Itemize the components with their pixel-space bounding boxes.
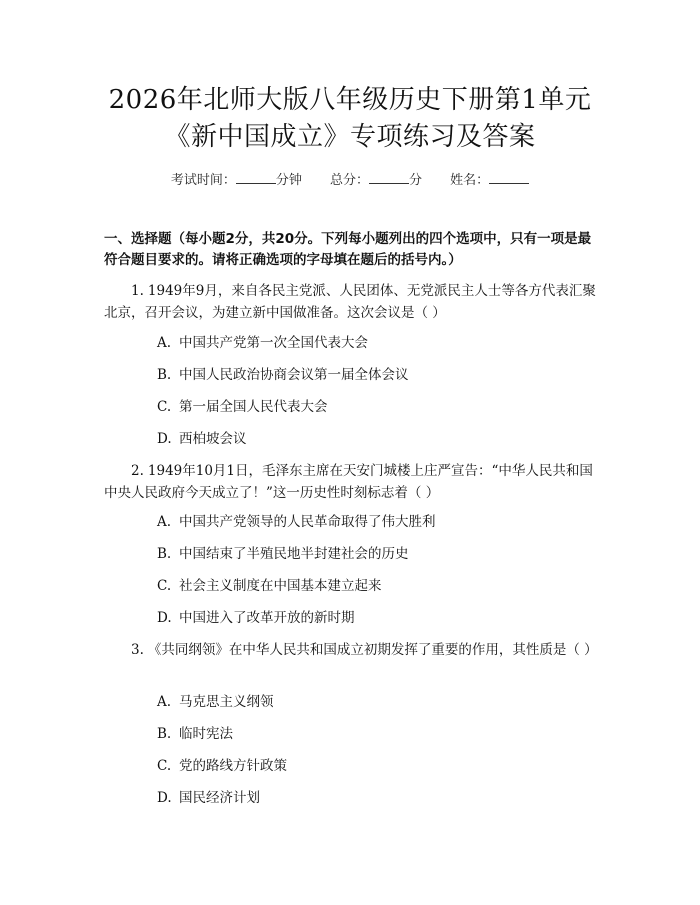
question-2-option-a — [157, 512, 436, 532]
student-name-blank — [489, 172, 529, 184]
total-score-unit: 分 — [409, 173, 423, 188]
student-name-field — [450, 169, 529, 188]
question-1-text: 1949年9月，来自各民主党派、人民团体、无党派民主人士等各方代表汇聚北京，召开会议，为建立新中国做准备。这次会议是（ ） — [104, 283, 596, 321]
option-text: 中国共产党第一次全国代表大会 — [179, 335, 368, 351]
total-score-blank — [369, 172, 409, 184]
option-text: 西柏坡会议 — [179, 431, 247, 447]
question-2-option-b — [157, 544, 409, 564]
question-3-option-c — [157, 756, 287, 776]
option-text: 党的路线方针政策 — [179, 758, 287, 774]
option-letter: D. — [157, 790, 172, 806]
option-text: 社会主义制度在中国基本建立起来 — [179, 578, 382, 594]
question-3-option-d — [157, 788, 260, 808]
question-1-option-c — [157, 397, 328, 417]
exam-time-field — [171, 169, 302, 188]
document-title-line-1: 2026年北师大版八年级历史下册第1单元 — [108, 85, 592, 115]
exam-info-bar — [0, 169, 700, 188]
question-3-option-b — [157, 724, 233, 744]
option-letter: C. — [157, 758, 172, 774]
option-letter: D. — [157, 431, 172, 447]
question-2-option-d — [157, 608, 355, 628]
option-text: 中国结束了半殖民地半封建社会的历史 — [179, 546, 409, 562]
student-name-label: 姓名： — [450, 173, 490, 188]
option-text: 第一届全国人民代表大会 — [179, 399, 328, 415]
option-letter: B. — [157, 546, 172, 562]
question-2-text: 1949年10月1日，毛泽东主席在天安门城楼上庄严宣告：“中华人民共和国中央人民政府今天成立了！”这一历史性时刻标志着（ ） — [104, 463, 593, 501]
option-letter: C. — [157, 399, 172, 415]
exam-time-blank — [236, 172, 276, 184]
option-text: 国民经济计划 — [179, 790, 260, 806]
option-text: 中国人民政治协商会议第一届全体会议 — [179, 367, 409, 383]
option-text: 中国共产党领导的人民革命取得了伟大胜利 — [179, 514, 436, 530]
document-title-line-2: 《新中国成立》专项练习及答案 — [164, 122, 536, 152]
question-2-number: 2. — [131, 463, 144, 479]
question-2-option-c — [157, 576, 382, 596]
option-letter: C. — [157, 578, 172, 594]
total-score-field — [330, 169, 422, 188]
option-text: 中国进入了改革开放的新时期 — [179, 610, 355, 626]
exam-time-unit: 分钟 — [275, 173, 302, 188]
exam-time-label: 考试时间： — [170, 173, 236, 188]
question-1-option-b — [157, 365, 409, 385]
option-text: 马克思主义纲领 — [179, 694, 274, 710]
question-3-number: 3. — [131, 642, 144, 658]
question-2-stem — [104, 460, 598, 504]
option-letter: A. — [157, 694, 172, 710]
option-letter: B. — [157, 367, 172, 383]
question-1-option-a — [157, 333, 368, 353]
question-3-stem — [104, 639, 598, 661]
section-heading: 一、选择题（每小题2分，共20分。下列每小题列出的四个选项中，只有一项是最符合题目要求的。请将正确选项的字母填在题后的括号内。） — [104, 231, 592, 268]
question-1-option-d — [157, 429, 247, 449]
question-1-number: 1. — [131, 283, 144, 299]
option-letter: A. — [157, 335, 172, 351]
option-letter: A. — [157, 514, 172, 530]
question-3-text: 《共同纲领》在中华人民共和国成立初期发挥了重要的作用，其性质是（ ） — [147, 642, 598, 658]
question-3-option-a — [157, 692, 274, 712]
option-letter: B. — [157, 726, 172, 742]
option-text: 临时宪法 — [179, 726, 233, 742]
question-1-stem — [104, 280, 598, 324]
total-score-label: 总分： — [329, 173, 369, 188]
option-letter: D. — [157, 610, 172, 626]
